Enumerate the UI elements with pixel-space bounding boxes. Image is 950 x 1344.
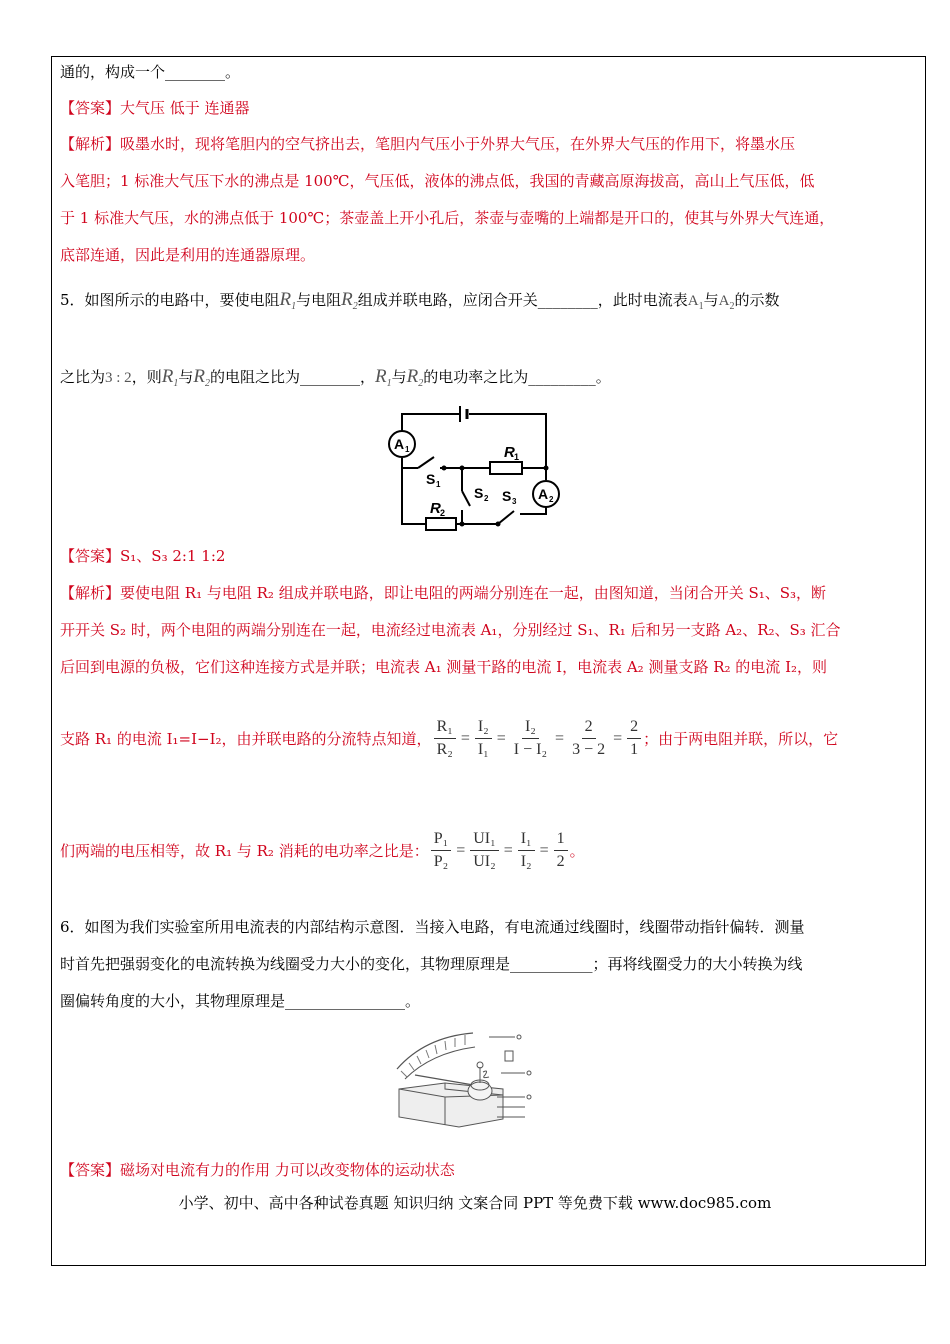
s3-label: S xyxy=(502,488,512,504)
fraction: $\frac{\text{I₁}}{\text{I₂}}$ xyxy=(518,828,535,873)
analysis-tag: 【解析】 xyxy=(60,584,121,602)
q5-question-line-1 xyxy=(60,290,780,313)
page-footer: 小学、初中、高中各种试卷真题 知识归纳 文案合同 PPT 等免费下载 www.doc985.com xyxy=(178,1194,772,1212)
analysis-text: 要使电阻 R₁ 与电阻 R₂ 组成并联电路，即让电阻的两端分别连在一起，由图知道，当闭合开关 S₁、S₃，断 xyxy=(120,584,827,602)
q5-text: 与电阻 xyxy=(296,291,342,309)
q5-analysis-line-3: 后回到电源的负极，它们这种连接方式是并联；电流表 A₁ 测量干路的电流 I，电流表 A₂ 测量支路 R₂ 的电流 I₂，则 xyxy=(60,658,828,676)
svg-text:2: 2 xyxy=(549,495,554,504)
svg-text:1: 1 xyxy=(405,445,410,454)
q5-text: ，则 xyxy=(131,368,162,386)
answer-text: 大气压 低于 连通器 xyxy=(120,99,250,117)
fraction: $\frac{\text{R₁}}{\text{R₂}}$ xyxy=(434,716,456,761)
a2-label: A xyxy=(538,486,549,502)
answer-tag: 【答案】 xyxy=(60,547,121,565)
q5-text: 的电阻之比为________， xyxy=(209,368,375,386)
q5-text: 与 xyxy=(703,291,719,309)
r1-label: R xyxy=(504,444,515,461)
q5-text: 的示数 xyxy=(734,291,780,309)
equation-prefix: 们两端的电压相等，故 R₁ 与 R₂ 消耗的电功率之比是： xyxy=(60,841,429,860)
equation-prefix: 支路 R₁ 的电流 I₁=I−I₂，由并联电路的分流特点知道， xyxy=(60,729,432,748)
fraction: $\frac{\text{P₁}}{\text{P₂}}$ xyxy=(431,828,451,873)
q4-analysis-line-3: 于 1 标准大气压，水的沸点低于 100℃；茶壶盖上开小孔后，茶壶与壶嘴的上端都是开口的，使其与外界大气连通， xyxy=(60,209,835,227)
r2-label: R xyxy=(430,500,441,517)
q6-question-line-3: 圈偏转角度的大小，其物理原理是________________。 xyxy=(60,992,421,1010)
q4-analysis-line-1 xyxy=(60,134,795,154)
q5-text: 与 xyxy=(391,368,407,386)
q5-text: 的电功率之比为_________。 xyxy=(423,368,611,386)
answer-text: 磁场对电流有力的作用 力可以改变物体的运动状态 xyxy=(120,1161,455,1179)
fraction: $\frac{2}{3 - 2}$ xyxy=(572,718,606,758)
fraction: $\frac{2}{1}$ xyxy=(627,716,641,761)
q5-text: 之比为 xyxy=(60,368,106,386)
q5-answer xyxy=(60,546,225,566)
answer-tag: 【答案】 xyxy=(60,99,121,117)
analysis-tag: 【解析】 xyxy=(60,135,121,153)
q4-text-tail: 通的，构成一个________。 xyxy=(60,63,241,81)
svg-text:1: 1 xyxy=(436,480,441,489)
r2-symbol: $R_2$ xyxy=(193,366,210,389)
q4-analysis-line-2: 入笔胆；1 标准大气压下水的沸点是 100℃，气压低，液体的沸点低，我国的青藏高原海拔高，高山上气压低，低 xyxy=(60,172,815,190)
r1-symbol: $R_1$ xyxy=(279,289,297,312)
r2-symbol: $R_2$ xyxy=(406,366,424,389)
circuit-diagram xyxy=(378,406,568,534)
a1-symbol: $A_1$ xyxy=(687,293,704,312)
ratio-value: 3 : 2 xyxy=(105,370,132,386)
equation-suffix: 。 xyxy=(569,841,585,860)
q5-text: 与 xyxy=(178,368,194,386)
q6-question-line-1: 6．如图为我们实验室所用电流表的内部结构示意图．当接入电路，有电流通过线圈时，线圈带动指针偏转．测量 xyxy=(60,918,805,936)
q5-equation-line-1: 支路 R₁ 的电流 I₁=I−I₂，由并联电路的分流特点知道， $\frac{\text{R₁}}{\text{R₂}}$ = $\frac{\text{I₂}}{\text{I₁}}$ = $\frac{\text{I₂}}{\text{I − I₂}}$ = $\frac{2}{3 - 2}$ = $\frac{2}{1}$ ；由于两电阻并联，所以，它 xyxy=(60,716,838,761)
resistor-r2 xyxy=(426,518,456,530)
r1-symbol: $R_1$ xyxy=(374,366,392,389)
equation-suffix: ；由于两电阻并联，所以，它 xyxy=(643,729,839,748)
answer-text: S₁、S₃ 2:1 1:2 xyxy=(120,547,226,565)
resistor-r1 xyxy=(490,462,522,474)
s2-label: S xyxy=(474,485,484,501)
q6-question-line-2: 时首先把强弱变化的电流转换为线圈受力大小的变化，其物理原理是___________；再将线圈受力的大小转换为线 xyxy=(60,955,803,973)
q5-text: 组成并联电路，应闭合开关________，此时电流表 xyxy=(357,291,688,309)
q5-text: 5．如图所示的电路中，要使电阻 xyxy=(60,291,280,309)
a2-symbol: $A_2$ xyxy=(718,293,735,312)
a1-label: A xyxy=(394,436,405,452)
r1-symbol: $R_1$ xyxy=(161,366,179,389)
q4-answer xyxy=(60,98,250,118)
q4-analysis-line-4: 底部连通，因此是利用的连通器原理。 xyxy=(60,246,316,264)
analysis-text: 吸墨水时，现将笔胆内的空气挤出去，笔胆内气压小于外界大气压，在外界大气压的作用下，将墨水压 xyxy=(120,135,796,153)
svg-text:2: 2 xyxy=(440,508,446,518)
q5-equation-line-2: 们两端的电压相等，故 R₁ 与 R₂ 消耗的电功率之比是： $\frac{\text{P₁}}{\text{P₂}}$ = $\frac{\text{UI₁}}{\text{UI₂}}$ = $\frac{\text{I₁}}{\text{I₂}}$ = $\frac{1}{2}$ 。 xyxy=(60,828,585,873)
svg-text:2: 2 xyxy=(484,494,489,503)
q5-analysis-line-1 xyxy=(60,583,826,603)
svg-text:3: 3 xyxy=(512,497,517,506)
answer-tag: 【答案】 xyxy=(60,1161,121,1179)
fraction: $\frac{\text{I₂}}{\text{I₁}}$ xyxy=(475,716,492,761)
r2-symbol: $R_2$ xyxy=(341,289,358,312)
q5-question-line-2 xyxy=(60,367,611,390)
q5-analysis-line-2: 开开关 S₂ 时，两个电阻的两端分别连在一起，电流经过电流表 A₁，分别经过 S₁、R₁ 后和另一支路 A₂、R₂、S₃ 汇合 xyxy=(60,621,841,639)
fraction: $\frac{\text{I₂}}{\text{I − I₂}}$ xyxy=(513,718,548,758)
fraction: $\frac{1}{2}$ xyxy=(554,828,568,873)
ammeter-structure-illustration xyxy=(385,1027,550,1142)
svg-text:1: 1 xyxy=(514,452,520,462)
s1-label: S xyxy=(426,471,436,487)
q6-answer xyxy=(60,1160,455,1180)
fraction: $\frac{\text{UI₁}}{\text{UI₂}}$ xyxy=(470,828,498,873)
